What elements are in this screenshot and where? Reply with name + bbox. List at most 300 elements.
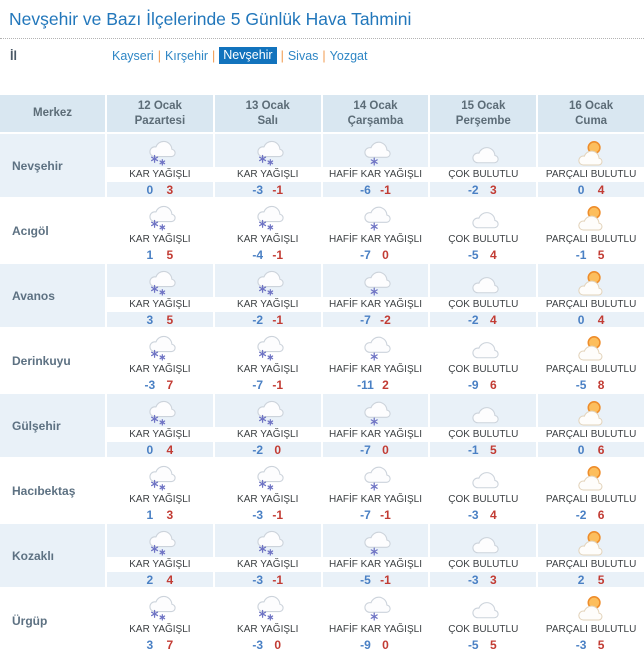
min-temp: -7 [252, 377, 264, 392]
max-temp: 4 [166, 572, 174, 587]
weather-icon-area [430, 134, 536, 167]
snow-icon [247, 136, 289, 167]
temperature-range [538, 247, 644, 262]
weather-description: HAFİF KAR YAĞIŞLI [323, 297, 429, 312]
forecast-cell [538, 524, 644, 587]
max-temp: -2 [380, 312, 391, 327]
temperature-range [107, 377, 213, 392]
weather-icon-area [430, 199, 536, 232]
temperature-range [215, 312, 321, 327]
snow-icon [247, 526, 289, 557]
partly-cloudy-icon [570, 591, 612, 622]
min-temp: 0 [577, 442, 585, 457]
day-header-weekday: Cuma [575, 114, 608, 127]
max-temp: 5 [489, 442, 497, 457]
weather-description: ÇOK BULUTLU [430, 297, 536, 312]
page-title: Nevşehir ve Bazı İlçelerinde 5 Günlük Hava Tahmini [0, 0, 644, 39]
day-header-weekday: Pazartesi [134, 114, 186, 127]
snow-icon [247, 396, 289, 427]
forecast-cell [107, 589, 213, 652]
forecast-cell [107, 459, 213, 522]
forecast-cell [323, 589, 429, 652]
cloudy-icon [462, 136, 504, 167]
min-temp: -2 [467, 312, 479, 327]
temperature-range [538, 377, 644, 392]
max-temp: 4 [489, 312, 497, 327]
forecast-cell [107, 329, 213, 392]
weather-description: PARÇALI BULUTLU [538, 427, 644, 442]
forecast-cell [430, 329, 536, 392]
max-temp: 6 [489, 377, 497, 392]
forecast-cell [538, 264, 644, 327]
weather-icon-area [323, 394, 429, 427]
max-temp: 5 [489, 637, 497, 652]
day-header-weekday: Çarşamba [347, 114, 404, 127]
weather-icon-area [107, 394, 213, 427]
light-snow-icon [354, 136, 396, 167]
forecast-cell [215, 524, 321, 587]
weather-icon-area [538, 134, 644, 167]
max-temp: 4 [489, 507, 497, 522]
weather-icon-area [107, 524, 213, 557]
weather-description: PARÇALI BULUTLU [538, 492, 644, 507]
forecast-cell [430, 394, 536, 457]
min-temp: -6 [360, 182, 371, 197]
weather-description: HAFİF KAR YAĞIŞLI [323, 492, 429, 507]
max-temp: 5 [166, 312, 174, 327]
forecast-cell [107, 134, 213, 197]
max-temp: 0 [382, 637, 389, 652]
min-temp: -5 [575, 377, 587, 392]
table-body [0, 134, 644, 652]
weather-icon-area [107, 264, 213, 297]
min-temp: -1 [467, 442, 479, 457]
max-temp: 6 [597, 507, 605, 522]
max-temp: 8 [597, 377, 605, 392]
temperature-range [215, 572, 321, 587]
temperature-range [215, 247, 321, 262]
district-name: Gülşehir [0, 394, 105, 457]
max-temp: -1 [380, 507, 391, 522]
max-temp: 7 [166, 377, 174, 392]
weather-description: ÇOK BULUTLU [430, 492, 536, 507]
max-temp: 6 [597, 442, 605, 457]
min-temp: -3 [144, 377, 156, 392]
weather-icon-area [323, 524, 429, 557]
temperature-range [430, 312, 536, 327]
weather-description: KAR YAĞIŞLI [215, 622, 321, 637]
min-temp: -1 [575, 247, 587, 262]
province-link-nevşehir[interactable]: Nevşehir [219, 47, 276, 64]
weather-description: KAR YAĞIŞLI [215, 427, 321, 442]
temperature-range [430, 377, 536, 392]
partly-cloudy-icon [570, 396, 612, 427]
forecast-cell [107, 264, 213, 327]
partly-cloudy-icon [570, 526, 612, 557]
weather-icon-area [107, 329, 213, 362]
partly-cloudy-icon [570, 461, 612, 492]
weather-description: PARÇALI BULUTLU [538, 297, 644, 312]
temperature-range [538, 572, 644, 587]
weather-icon-area [107, 589, 213, 622]
weather-description: HAFİF KAR YAĞIŞLI [323, 362, 429, 377]
cloudy-icon [462, 396, 504, 427]
temperature-range [430, 572, 536, 587]
min-temp: 1 [146, 247, 154, 262]
max-temp: 7 [166, 637, 174, 652]
min-temp: -4 [252, 247, 264, 262]
min-temp: -5 [467, 247, 479, 262]
weather-description: PARÇALI BULUTLU [538, 362, 644, 377]
snow-icon [139, 136, 181, 167]
link-separator: | [322, 48, 326, 63]
link-separator: | [157, 48, 161, 63]
weather-description: KAR YAĞIŞLI [107, 297, 213, 312]
link-separator: | [212, 48, 216, 63]
snow-icon [139, 331, 181, 362]
temperature-range [538, 507, 644, 522]
snow-icon [139, 461, 181, 492]
forecast-cell [323, 459, 429, 522]
weather-description: KAR YAĞIŞLI [107, 232, 213, 247]
forecast-cell [430, 264, 536, 327]
forecast-cell [538, 134, 644, 197]
min-temp: -3 [467, 572, 479, 587]
district-name: Nevşehir [0, 134, 105, 197]
temperature-range [430, 182, 536, 197]
min-temp: -3 [252, 637, 264, 652]
weather-icon-area [538, 329, 644, 362]
day-header [538, 95, 644, 132]
weather-description: PARÇALI BULUTLU [538, 167, 644, 182]
partly-cloudy-icon [570, 136, 612, 167]
max-temp: 0 [382, 442, 389, 457]
forecast-cell [323, 264, 429, 327]
province-filter [0, 39, 644, 64]
table-row [0, 524, 644, 587]
forecast-cell [215, 199, 321, 262]
weather-icon-area [430, 524, 536, 557]
light-snow-icon [354, 461, 396, 492]
table-row [0, 264, 644, 327]
snow-icon [139, 526, 181, 557]
day-header-date: 12 Ocak [137, 100, 182, 112]
light-snow-icon [354, 201, 396, 232]
forecast-cell [323, 134, 429, 197]
max-temp: -1 [272, 377, 284, 392]
forecast-cell [430, 524, 536, 587]
district-name: Acıgöl [12, 223, 49, 238]
temperature-range [430, 442, 536, 457]
table-row [0, 589, 644, 652]
temperature-range [323, 182, 429, 197]
max-temp: -1 [272, 312, 284, 327]
min-temp: 0 [146, 182, 154, 197]
max-temp: -1 [380, 572, 391, 587]
day-header-weekday: Perşembe [455, 114, 511, 127]
min-temp: -9 [360, 637, 371, 652]
weather-description: HAFİF KAR YAĞIŞLI [323, 622, 429, 637]
light-snow-icon [354, 396, 396, 427]
weather-icon-area [538, 459, 644, 492]
weather-description: KAR YAĞIŞLI [107, 492, 213, 507]
day-header [107, 95, 213, 132]
light-snow-icon [354, 591, 396, 622]
max-temp: 3 [489, 182, 497, 197]
forecast-cell [323, 329, 429, 392]
weather-description: PARÇALI BULUTLU [538, 557, 644, 572]
max-temp: 3 [166, 182, 174, 197]
weather-icon-area [215, 524, 321, 557]
table-row [0, 329, 644, 392]
min-temp: 3 [146, 637, 154, 652]
weather-icon-area [538, 394, 644, 427]
weather-icon-area [430, 264, 536, 297]
weather-icon-area [430, 589, 536, 622]
day-header-date: 15 Ocak [461, 100, 506, 112]
temperature-range [323, 507, 429, 522]
weather-icon-area [107, 134, 213, 167]
province-filter-label: İl [10, 48, 17, 63]
min-temp: 2 [577, 572, 585, 587]
province-link-sivas[interactable]: Sivas [287, 48, 319, 63]
temperature-range [215, 507, 321, 522]
max-temp: 3 [489, 572, 497, 587]
weather-icon-area [538, 199, 644, 232]
weather-icon-area [430, 394, 536, 427]
max-temp: 5 [597, 247, 605, 262]
weather-description: KAR YAĞIŞLI [107, 557, 213, 572]
weather-icon-area [323, 589, 429, 622]
weather-description: KAR YAĞIŞLI [215, 167, 321, 182]
max-temp: 5 [597, 637, 605, 652]
weather-icon-area [215, 264, 321, 297]
temperature-range [538, 182, 644, 197]
district-name: Kozaklı [0, 524, 105, 587]
weather-icon-area [323, 199, 429, 232]
weather-icon-area [215, 134, 321, 167]
min-temp: -3 [575, 637, 587, 652]
weather-description: ÇOK BULUTLU [430, 362, 536, 377]
snow-icon [247, 201, 289, 232]
province-link-yozgat[interactable]: Yozgat [329, 48, 368, 63]
forecast-cell [323, 524, 429, 587]
min-temp: -5 [360, 572, 371, 587]
weather-description: KAR YAĞIŞLI [215, 297, 321, 312]
weather-icon-area [538, 524, 644, 557]
forecast-cell [323, 199, 429, 262]
weather-description: KAR YAĞIŞLI [107, 622, 213, 637]
max-temp: -1 [380, 182, 391, 197]
table-row [0, 199, 644, 262]
weather-icon-area [107, 199, 213, 232]
weather-description: KAR YAĞIŞLI [215, 492, 321, 507]
weather-description: HAFİF KAR YAĞIŞLI [323, 427, 429, 442]
weather-description: ÇOK BULUTLU [430, 167, 536, 182]
weather-icon-area [215, 394, 321, 427]
link-separator: | [280, 48, 284, 63]
weather-description: KAR YAĞIŞLI [215, 232, 321, 247]
max-temp: 0 [382, 247, 389, 262]
temperature-range [215, 182, 321, 197]
temperature-range [107, 442, 213, 457]
forecast-cell [215, 134, 321, 197]
temperature-range [107, 572, 213, 587]
weather-icon-area [430, 329, 536, 362]
min-temp: -7 [360, 442, 371, 457]
partly-cloudy-icon [570, 266, 612, 297]
weather-icon-area [215, 459, 321, 492]
day-header-date: 14 Ocak [353, 100, 398, 112]
max-temp: 2 [382, 377, 389, 392]
light-snow-icon [354, 266, 396, 297]
snow-icon [139, 201, 181, 232]
temperature-range [107, 637, 213, 652]
max-temp: 5 [597, 572, 605, 587]
min-temp: -3 [252, 507, 264, 522]
weather-description: PARÇALI BULUTLU [538, 232, 644, 247]
weather-description: HAFİF KAR YAĞIŞLI [323, 232, 429, 247]
min-temp: 0 [577, 312, 585, 327]
temperature-range [215, 637, 321, 652]
weather-description: HAFİF KAR YAĞIŞLI [323, 557, 429, 572]
temperature-range [215, 377, 321, 392]
weather-description: PARÇALI BULUTLU [538, 622, 644, 637]
district-name: Derinkuyu [12, 353, 71, 368]
snow-icon [247, 331, 289, 362]
forecast-cell [538, 459, 644, 522]
corner-header: Merkez [0, 95, 105, 132]
temperature-range [323, 377, 429, 392]
day-header [430, 95, 536, 132]
cloudy-icon [462, 526, 504, 557]
district-name: Avanos [0, 264, 105, 327]
temperature-range [323, 247, 429, 262]
forecast-cell [538, 394, 644, 457]
forecast-cell [107, 394, 213, 457]
max-temp: 4 [489, 247, 497, 262]
weather-description: KAR YAĞIŞLI [107, 427, 213, 442]
weather-icon-area [323, 264, 429, 297]
partly-cloudy-icon [570, 201, 612, 232]
district-name: Ürgüp [12, 613, 48, 628]
forecast-cell [215, 394, 321, 457]
cloudy-icon [462, 461, 504, 492]
min-temp: 1 [146, 507, 154, 522]
weather-description: HAFİF KAR YAĞIŞLI [323, 167, 429, 182]
forecast-cell [430, 589, 536, 652]
snow-icon [139, 266, 181, 297]
weather-description: ÇOK BULUTLU [430, 557, 536, 572]
min-temp: -9 [467, 377, 479, 392]
cloudy-icon [462, 201, 504, 232]
weather-description: ÇOK BULUTLU [430, 232, 536, 247]
partly-cloudy-icon [570, 331, 612, 362]
temperature-range [323, 637, 429, 652]
table-row [0, 134, 644, 197]
temperature-range [107, 182, 213, 197]
province-link-kırşehir[interactable]: Kırşehir [164, 48, 209, 63]
temperature-range [323, 442, 429, 457]
temperature-range [538, 637, 644, 652]
weather-icon-area [215, 589, 321, 622]
max-temp: 4 [597, 312, 605, 327]
weather-icon-area [107, 459, 213, 492]
forecast-cell [538, 329, 644, 392]
temperature-range [107, 507, 213, 522]
min-temp: -7 [360, 247, 371, 262]
temperature-range [107, 247, 213, 262]
day-header-weekday: Salı [257, 114, 278, 127]
max-temp: 5 [166, 247, 174, 262]
min-temp: 0 [146, 442, 154, 457]
forecast-cell [215, 264, 321, 327]
weather-description: ÇOK BULUTLU [430, 622, 536, 637]
min-temp: -2 [575, 507, 587, 522]
min-temp: -3 [467, 507, 479, 522]
min-temp: -2 [467, 182, 479, 197]
forecast-cell [538, 199, 644, 262]
forecast-cell [538, 589, 644, 652]
temperature-range [430, 637, 536, 652]
province-links [112, 47, 367, 64]
light-snow-icon [354, 526, 396, 557]
max-temp: 0 [274, 442, 282, 457]
snow-icon [139, 591, 181, 622]
weather-description: KAR YAĞIŞLI [215, 557, 321, 572]
weather-icon-area [215, 199, 321, 232]
day-header [323, 95, 429, 132]
max-temp: -1 [272, 182, 284, 197]
weather-icon-area [323, 459, 429, 492]
temperature-range [215, 442, 321, 457]
temperature-range [538, 442, 644, 457]
temperature-range [107, 312, 213, 327]
max-temp: 3 [166, 507, 174, 522]
forecast-table [0, 95, 644, 652]
forecast-cell [430, 459, 536, 522]
day-header-date: 13 Ocak [245, 100, 290, 112]
forecast-cell [215, 459, 321, 522]
weather-icon-area [323, 329, 429, 362]
min-temp: 2 [146, 572, 154, 587]
light-snow-icon [354, 331, 396, 362]
max-temp: -1 [272, 572, 284, 587]
day-header [215, 95, 321, 132]
weather-icon-area [323, 134, 429, 167]
weather-description: ÇOK BULUTLU [430, 427, 536, 442]
min-temp: 3 [146, 312, 154, 327]
min-temp: -7 [360, 507, 371, 522]
max-temp: 4 [166, 442, 174, 457]
forecast-cell [430, 134, 536, 197]
max-temp: -1 [272, 247, 284, 262]
cloudy-icon [462, 331, 504, 362]
temperature-range [323, 312, 429, 327]
temperature-range [430, 247, 536, 262]
day-header-date: 16 Ocak [569, 100, 614, 112]
temperature-range [538, 312, 644, 327]
snow-icon [139, 396, 181, 427]
max-temp: 0 [274, 637, 282, 652]
forecast-cell [323, 394, 429, 457]
cloudy-icon [462, 591, 504, 622]
snow-icon [247, 461, 289, 492]
province-link-kayseri[interactable]: Kayseri [112, 48, 154, 63]
district-name: Hacıbektaş [12, 483, 76, 498]
min-temp: -2 [252, 312, 264, 327]
forecast-cell [107, 199, 213, 262]
